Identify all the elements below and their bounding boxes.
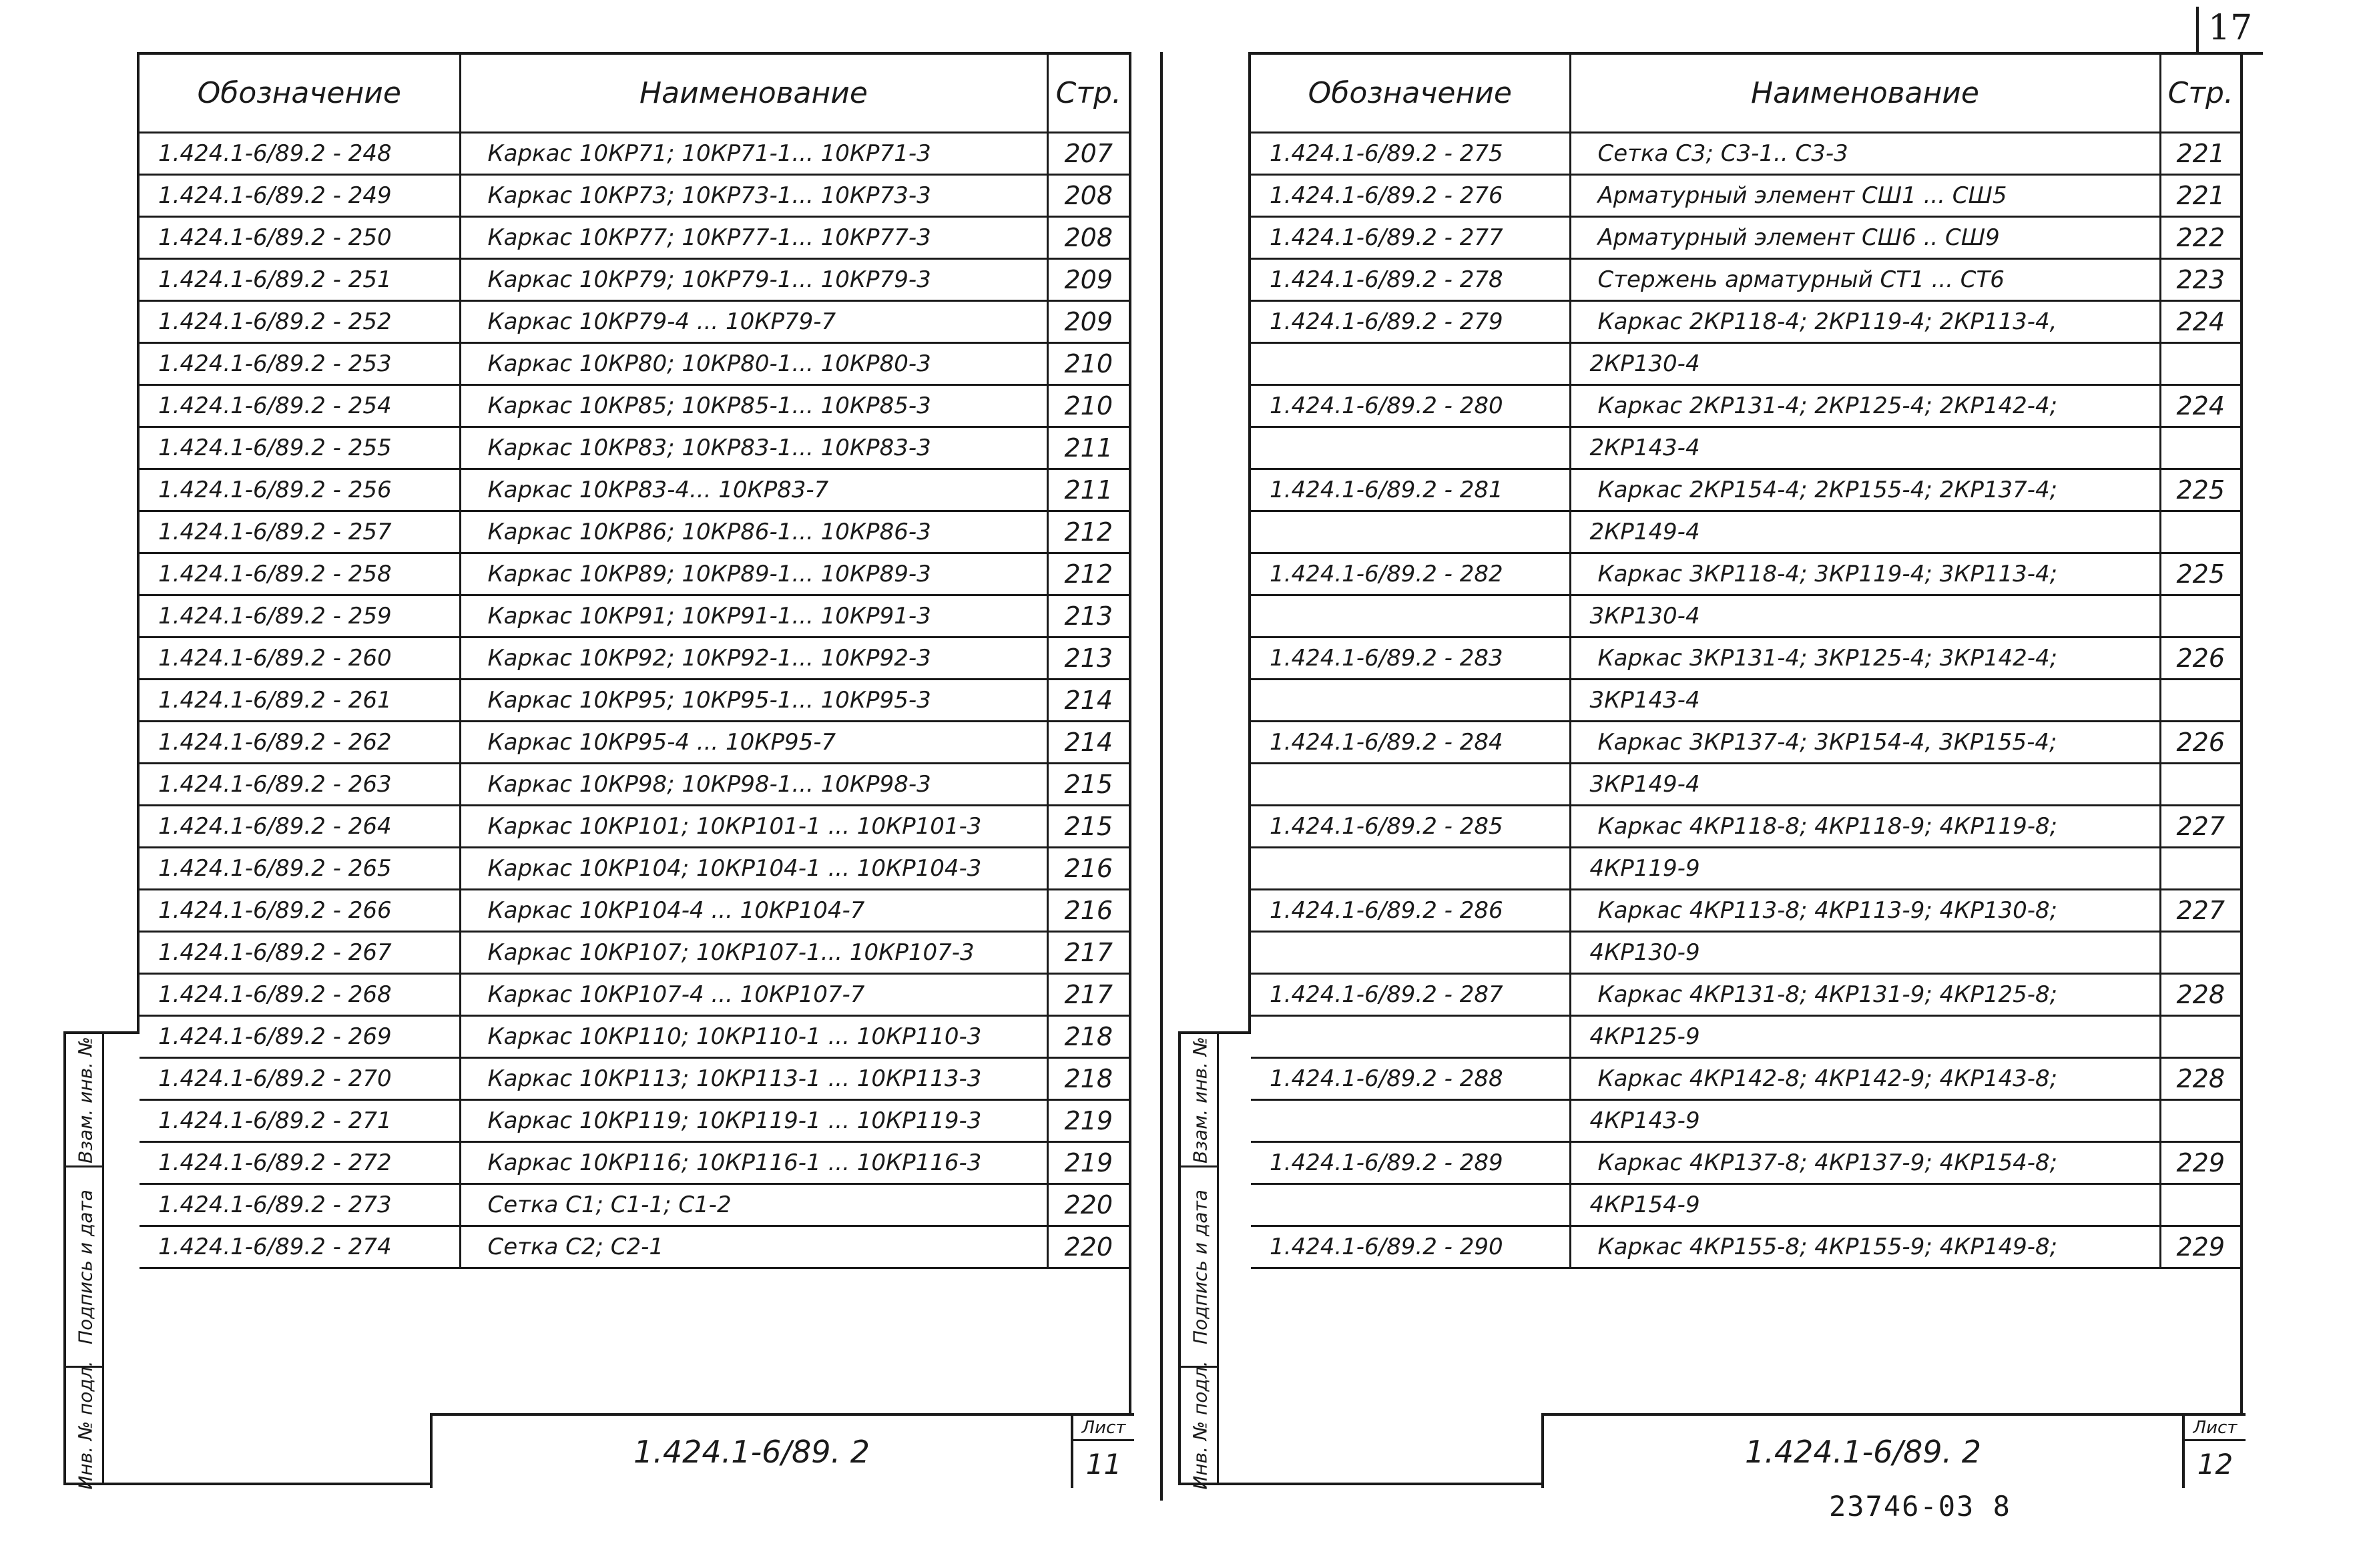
table-row <box>1251 637 2240 680</box>
fold-divider <box>1160 52 1163 1501</box>
table-row <box>140 385 1129 427</box>
row-name: Арматурный элемент СШ1 ... СШ5 <box>1570 175 2160 217</box>
row-name: 2КР130-4 <box>1570 343 2160 385</box>
vzam-inv-cell: Взам. инв. № <box>1181 1034 1219 1167</box>
row-code <box>1251 932 1570 974</box>
row-name: Сетка С3; С3-1.. С3-3 <box>1570 133 2160 175</box>
row-name: Стержень арматурный СТ1 ... СТ6 <box>1570 259 2160 301</box>
row-page <box>2160 932 2240 974</box>
row-page: 215 <box>1047 764 1129 806</box>
row-code: 1.424.1-6/89.2 - 250 <box>140 217 460 259</box>
row-code: 1.424.1-6/89.2 - 259 <box>140 595 460 637</box>
row-code: 1.424.1-6/89.2 - 264 <box>140 806 460 848</box>
row-name: Сетка С1; С1-1; С1-2 <box>460 1184 1047 1226</box>
row-page: 218 <box>1047 1058 1129 1100</box>
table-row <box>1251 553 2240 595</box>
row-name: Каркас 10КР119; 10КР119-1 ... 10КР119-3 <box>460 1100 1047 1142</box>
row-page: 224 <box>2160 301 2240 343</box>
row-name: 2КР143-4 <box>1570 427 2160 469</box>
row-page: 217 <box>1047 974 1129 1016</box>
table-row <box>140 974 1129 1016</box>
row-page: 222 <box>2160 217 2240 259</box>
row-name: Каркас 2КР154-4; 2КР155-4; 2КР137-4; <box>1570 469 2160 511</box>
row-name: Каркас 10КР107; 10КР107-1... 10КР107-3 <box>460 932 1047 974</box>
row-code: 1.424.1-6/89.2 - 266 <box>140 890 460 932</box>
row-code: 1.424.1-6/89.2 - 277 <box>1251 217 1570 259</box>
row-page: 219 <box>1047 1100 1129 1142</box>
row-page: 221 <box>2160 175 2240 217</box>
sheet-number: 12 <box>2197 1448 2234 1481</box>
row-code: 1.424.1-6/89.2 - 260 <box>140 637 460 680</box>
header-code: Обозначение <box>140 55 460 133</box>
row-page: 228 <box>2160 974 2240 1016</box>
row-name: Каркас 10КР91; 10КР91-1... 10КР91-3 <box>460 595 1047 637</box>
table-row <box>1251 1142 2240 1184</box>
row-page: 221 <box>2160 133 2240 175</box>
row-name: 2КР149-4 <box>1570 511 2160 553</box>
row-code: 1.424.1-6/89.2 - 255 <box>140 427 460 469</box>
row-page: 207 <box>1047 133 1129 175</box>
header-page: Стр. <box>1047 55 1129 133</box>
row-page: 210 <box>1047 343 1129 385</box>
row-page: 225 <box>2160 553 2240 595</box>
table-row <box>1251 217 2240 259</box>
sheet-number: 11 <box>1085 1448 1122 1481</box>
row-code: 1.424.1-6/89.2 - 256 <box>140 469 460 511</box>
table-row <box>1251 1016 2240 1058</box>
row-name: Каркас 4КР113-8; 4КР113-9; 4КР130-8; <box>1570 890 2160 932</box>
row-page: 213 <box>1047 595 1129 637</box>
table-row <box>140 1142 1129 1184</box>
table-row <box>140 848 1129 890</box>
row-name: Каркас 10КР85; 10КР85-1... 10КР85-3 <box>460 385 1047 427</box>
row-code: 1.424.1-6/89.2 - 254 <box>140 385 460 427</box>
table-row <box>1251 1058 2240 1100</box>
row-code: 1.424.1-6/89.2 - 267 <box>140 932 460 974</box>
row-code: 1.424.1-6/89.2 - 261 <box>140 680 460 722</box>
row-name: Каркас 10КР73; 10КР73-1... 10КР73-3 <box>460 175 1047 217</box>
row-page <box>2160 511 2240 553</box>
table-row <box>140 259 1129 301</box>
row-code <box>1251 1184 1570 1226</box>
row-code: 1.424.1-6/89.2 - 269 <box>140 1016 460 1058</box>
row-name: 4КР125-9 <box>1570 1016 2160 1058</box>
row-page: 209 <box>1047 301 1129 343</box>
row-name: 4КР143-9 <box>1570 1100 2160 1142</box>
table-row <box>1251 974 2240 1016</box>
header-name: Наименование <box>1570 55 2160 133</box>
table-row <box>140 722 1129 764</box>
row-name: Каркас 10КР98; 10КР98-1... 10КР98-3 <box>460 764 1047 806</box>
row-name: Каркас 10КР92; 10КР92-1... 10КР92-3 <box>460 637 1047 680</box>
row-page <box>2160 1184 2240 1226</box>
row-code <box>1251 343 1570 385</box>
row-page <box>2160 427 2240 469</box>
row-name: Каркас 10КР71; 10КР71-1... 10КР71-3 <box>460 133 1047 175</box>
row-page: 209 <box>1047 259 1129 301</box>
row-name: Каркас 4КР142-8; 4КР142-9; 4КР143-8; <box>1570 1058 2160 1100</box>
row-code: 1.424.1-6/89.2 - 280 <box>1251 385 1570 427</box>
row-code: 1.424.1-6/89.2 - 263 <box>140 764 460 806</box>
row-name: 3КР149-4 <box>1570 764 2160 806</box>
table-row <box>1251 680 2240 722</box>
row-code: 1.424.1-6/89.2 - 283 <box>1251 637 1570 680</box>
row-page: 208 <box>1047 217 1129 259</box>
row-code: 1.424.1-6/89.2 - 287 <box>1251 974 1570 1016</box>
row-name: Каркас 10КР116; 10КР116-1 ... 10КР116-3 <box>460 1142 1047 1184</box>
row-code: 1.424.1-6/89.2 - 274 <box>140 1226 460 1268</box>
table-row <box>1251 301 2240 343</box>
row-page: 228 <box>2160 1058 2240 1100</box>
row-name: Каркас 4КР131-8; 4КР131-9; 4КР125-8; <box>1570 974 2160 1016</box>
table-row <box>1251 764 2240 806</box>
row-code: 1.424.1-6/89.2 - 265 <box>140 848 460 890</box>
header-page: Стр. <box>2160 55 2240 133</box>
row-code: 1.424.1-6/89.2 - 276 <box>1251 175 1570 217</box>
row-page: 224 <box>2160 385 2240 427</box>
row-name: Каркас 10КР95-4 ... 10КР95-7 <box>460 722 1047 764</box>
row-name: 4КР130-9 <box>1570 932 2160 974</box>
table-row <box>140 133 1129 175</box>
row-page: 216 <box>1047 848 1129 890</box>
table-row <box>1251 259 2240 301</box>
table-row <box>1251 343 2240 385</box>
table-row <box>140 764 1129 806</box>
header-code: Обозначение <box>1251 55 1570 133</box>
right-title-block <box>1541 1413 2246 1488</box>
row-code: 1.424.1-6/89.2 - 273 <box>140 1184 460 1226</box>
row-name: Каркас 10КР86; 10КР86-1... 10КР86-3 <box>460 511 1047 553</box>
row-name: Каркас 10КР104; 10КР104-1 ... 10КР104-3 <box>460 848 1047 890</box>
row-page: 214 <box>1047 722 1129 764</box>
row-page: 226 <box>2160 637 2240 680</box>
left-side-strip <box>63 1031 140 1490</box>
table-row <box>140 301 1129 343</box>
row-page: 217 <box>1047 932 1129 974</box>
row-name: Каркас 10КР104-4 ... 10КР104-7 <box>460 890 1047 932</box>
table-row <box>1251 722 2240 764</box>
row-page: 225 <box>2160 469 2240 511</box>
table-row <box>1251 1226 2240 1268</box>
row-code: 1.424.1-6/89.2 - 281 <box>1251 469 1570 511</box>
right-spec-table <box>1251 55 2240 1269</box>
table-row <box>1251 511 2240 553</box>
row-name: Каркас 10КР110; 10КР110-1 ... 10КР110-3 <box>460 1016 1047 1058</box>
row-code: 1.424.1-6/89.2 - 288 <box>1251 1058 1570 1100</box>
row-code: 1.424.1-6/89.2 - 275 <box>1251 133 1570 175</box>
table-row <box>140 890 1129 932</box>
row-name: Каркас 4КР155-8; 4КР155-9; 4КР149-8; <box>1570 1226 2160 1268</box>
row-code: 1.424.1-6/89.2 - 272 <box>140 1142 460 1184</box>
row-name: Каркас 3КР131-4; 3КР125-4; 3КР142-4; <box>1570 637 2160 680</box>
row-code: 1.424.1-6/89.2 - 253 <box>140 343 460 385</box>
row-code: 1.424.1-6/89.2 - 279 <box>1251 301 1570 343</box>
row-code <box>1251 427 1570 469</box>
sheet-label: Лист <box>1073 1416 1134 1441</box>
table-row <box>1251 427 2240 469</box>
row-name: Каркас 10КР80; 10КР80-1... 10КР80-3 <box>460 343 1047 385</box>
row-code <box>1251 680 1570 722</box>
row-page: 220 <box>1047 1184 1129 1226</box>
row-code: 1.424.1-6/89.2 - 248 <box>140 133 460 175</box>
row-code <box>1251 1016 1570 1058</box>
row-name: Каркас 4КР137-8; 4КР137-9; 4КР154-8; <box>1570 1142 2160 1184</box>
row-code: 1.424.1-6/89.2 - 252 <box>140 301 460 343</box>
table-row <box>1251 890 2240 932</box>
row-name: 4КР154-9 <box>1570 1184 2160 1226</box>
row-code: 1.424.1-6/89.2 - 257 <box>140 511 460 553</box>
table-row <box>140 217 1129 259</box>
row-page: 215 <box>1047 806 1129 848</box>
left-title-block <box>430 1413 1134 1488</box>
corner-page-number: 17 <box>2196 7 2256 53</box>
row-page: 212 <box>1047 553 1129 595</box>
title-block-code: 1.424.1-6/89. 2 <box>1544 1416 2185 1488</box>
table-row <box>1251 595 2240 637</box>
row-name: Арматурный элемент СШ6 .. СШ9 <box>1570 217 2160 259</box>
row-page <box>2160 1016 2240 1058</box>
row-name: Каркас 10КР77; 10КР77-1... 10КР77-3 <box>460 217 1047 259</box>
row-name: Каркас 10КР83-4... 10КР83-7 <box>460 469 1047 511</box>
table-row <box>1251 806 2240 848</box>
row-page: 211 <box>1047 427 1129 469</box>
table-row <box>140 1016 1129 1058</box>
row-page: 223 <box>2160 259 2240 301</box>
row-name: Каркас 4КР118-8; 4КР118-9; 4КР119-8; <box>1570 806 2160 848</box>
row-page <box>2160 764 2240 806</box>
row-code <box>1251 511 1570 553</box>
row-code: 1.424.1-6/89.2 - 286 <box>1251 890 1570 932</box>
row-code: 1.424.1-6/89.2 - 268 <box>140 974 460 1016</box>
podpis-data-cell: Подпись и дата <box>66 1167 104 1368</box>
sheet-label: Лист <box>2185 1416 2246 1441</box>
table-row <box>140 175 1129 217</box>
table-row <box>140 932 1129 974</box>
header-row <box>140 55 1129 133</box>
row-code: 1.424.1-6/89.2 - 271 <box>140 1100 460 1142</box>
header-name: Наименование <box>460 55 1047 133</box>
row-code: 1.424.1-6/89.2 - 258 <box>140 553 460 595</box>
table-row <box>1251 469 2240 511</box>
table-row <box>1251 175 2240 217</box>
title-block-code: 1.424.1-6/89. 2 <box>433 1416 1073 1488</box>
row-page: 219 <box>1047 1142 1129 1184</box>
row-page: 216 <box>1047 890 1129 932</box>
row-page: 227 <box>2160 806 2240 848</box>
row-name: Каркас 3КР118-4; 3КР119-4; 3КР113-4; <box>1570 553 2160 595</box>
right-sheet <box>1248 52 2243 1485</box>
row-name: Каркас 10КР83; 10КР83-1... 10КР83-3 <box>460 427 1047 469</box>
row-page: 229 <box>2160 1226 2240 1268</box>
row-page: 213 <box>1047 637 1129 680</box>
row-code: 1.424.1-6/89.2 - 282 <box>1251 553 1570 595</box>
table-row <box>1251 385 2240 427</box>
row-page: 208 <box>1047 175 1129 217</box>
table-row <box>140 806 1129 848</box>
row-name: Каркас 2КР118-4; 2КР119-4; 2КР113-4, <box>1570 301 2160 343</box>
row-name: Каркас 10КР79; 10КР79-1... 10КР79-3 <box>460 259 1047 301</box>
row-code: 1.424.1-6/89.2 - 249 <box>140 175 460 217</box>
row-code <box>1251 764 1570 806</box>
podpis-data-cell: Подпись и дата <box>1181 1167 1219 1368</box>
inv-podl-cell: Инв. № подл. <box>1189 1360 1211 1490</box>
table-row <box>140 680 1129 722</box>
row-code: 1.424.1-6/89.2 - 284 <box>1251 722 1570 764</box>
table-row <box>1251 848 2240 890</box>
row-code: 1.424.1-6/89.2 - 290 <box>1251 1226 1570 1268</box>
table-row <box>140 469 1129 511</box>
row-name: Каркас 10КР79-4 ... 10КР79-7 <box>460 301 1047 343</box>
table-row <box>140 1100 1129 1142</box>
row-page: 229 <box>2160 1142 2240 1184</box>
header-row <box>1251 55 2240 133</box>
row-page: 210 <box>1047 385 1129 427</box>
row-code: 1.424.1-6/89.2 - 285 <box>1251 806 1570 848</box>
row-code <box>1251 595 1570 637</box>
table-row <box>140 343 1129 385</box>
row-page <box>2160 848 2240 890</box>
row-page <box>2160 343 2240 385</box>
row-page: 212 <box>1047 511 1129 553</box>
row-name: Каркас 3КР137-4; 3КР154-4, 3КР155-4; <box>1570 722 2160 764</box>
table-row <box>1251 1184 2240 1226</box>
row-name: 3КР130-4 <box>1570 595 2160 637</box>
row-name: 3КР143-4 <box>1570 680 2160 722</box>
table-row <box>1251 133 2240 175</box>
row-page <box>2160 680 2240 722</box>
table-row <box>140 553 1129 595</box>
table-row <box>1251 932 2240 974</box>
row-page: 211 <box>1047 469 1129 511</box>
row-page <box>2160 595 2240 637</box>
row-code <box>1251 848 1570 890</box>
row-name: 4КР119-9 <box>1570 848 2160 890</box>
row-page: 218 <box>1047 1016 1129 1058</box>
table-row <box>140 1184 1129 1226</box>
row-page: 227 <box>2160 890 2240 932</box>
table-row <box>140 1226 1129 1268</box>
row-name: Каркас 10КР89; 10КР89-1... 10КР89-3 <box>460 553 1047 595</box>
row-name: Сетка С2; С2-1 <box>460 1226 1047 1268</box>
table-row <box>140 427 1129 469</box>
table-row <box>140 595 1129 637</box>
row-name: Каркас 2КР131-4; 2КР125-4; 2КР142-4; <box>1570 385 2160 427</box>
table-row <box>140 1058 1129 1100</box>
inv-podl-cell: Инв. № подл. <box>74 1360 96 1490</box>
left-spec-table <box>140 55 1129 1269</box>
vzam-inv-cell: Взам. инв. № <box>66 1034 104 1167</box>
row-code: 1.424.1-6/89.2 - 270 <box>140 1058 460 1100</box>
row-code <box>1251 1100 1570 1142</box>
table-row <box>1251 1100 2240 1142</box>
row-page: 214 <box>1047 680 1129 722</box>
row-name: Каркас 10КР95; 10КР95-1... 10КР95-3 <box>460 680 1047 722</box>
row-page: 226 <box>2160 722 2240 764</box>
right-side-strip <box>1178 1031 1251 1490</box>
row-name: Каркас 10КР113; 10КР113-1 ... 10КР113-3 <box>460 1058 1047 1100</box>
archive-stamp: 23746-03 8 <box>1829 1490 2011 1523</box>
table-row <box>140 637 1129 680</box>
row-name: Каркас 10КР101; 10КР101-1 ... 10КР101-3 <box>460 806 1047 848</box>
row-code: 1.424.1-6/89.2 - 251 <box>140 259 460 301</box>
table-row <box>140 511 1129 553</box>
row-code: 1.424.1-6/89.2 - 278 <box>1251 259 1570 301</box>
row-page: 220 <box>1047 1226 1129 1268</box>
row-name: Каркас 10КР107-4 ... 10КР107-7 <box>460 974 1047 1016</box>
left-sheet <box>137 52 1131 1485</box>
row-code: 1.424.1-6/89.2 - 289 <box>1251 1142 1570 1184</box>
row-page <box>2160 1100 2240 1142</box>
row-code: 1.424.1-6/89.2 - 262 <box>140 722 460 764</box>
